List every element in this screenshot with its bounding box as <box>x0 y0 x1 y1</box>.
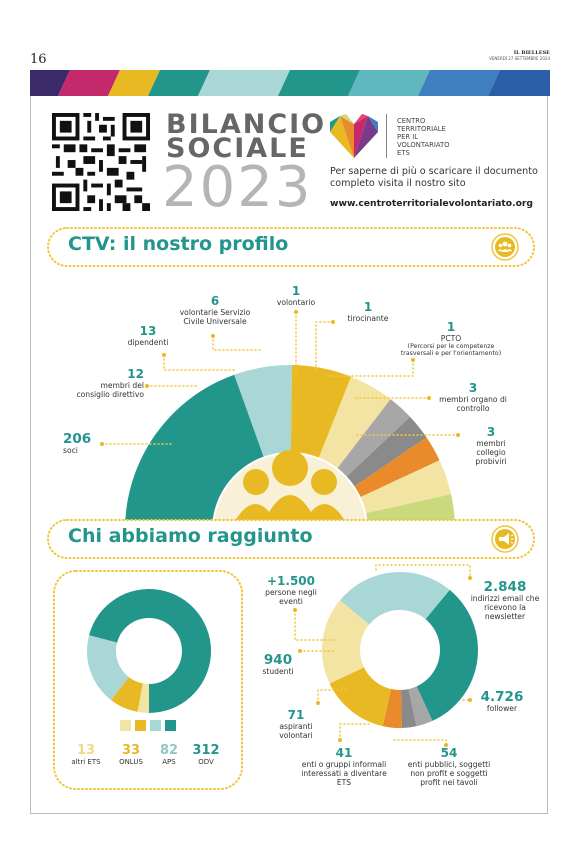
publication-date: VENERDÌ 27 SETTEMBRE 2024 <box>489 56 550 61</box>
page-number: 16 <box>30 52 47 67</box>
legend-aps: 82 APS <box>159 743 179 766</box>
profile-section-title: CTV: il nostro profilo <box>68 233 289 255</box>
stat-follower: 4.726 follower <box>480 689 524 713</box>
website-link[interactable]: www.centroterritorialevolontariato.org <box>330 198 534 209</box>
stat-consiglio: 12 membri del consiglio direttivo <box>76 367 144 399</box>
legend-odv: 312 ODV <box>192 743 220 766</box>
stat-aspiranti: 71 aspiranti volontari <box>279 708 313 740</box>
publication-name: IL BIELLESE <box>513 50 550 56</box>
title-line-2: SOCIALE <box>166 133 309 164</box>
title-line-1: BILANCIO <box>166 109 327 140</box>
stat-newsletter: 2.848 indirizzi email che ricevono la newsletter <box>470 579 540 621</box>
stat-enti-pubblici: 54 enti pubblici, soggetti non profit e soggetti profit nei tavoli <box>407 746 491 787</box>
stat-servizio-civile: 6 volontarie Servizio Civile Universale <box>179 294 251 326</box>
stat-organo-controllo: 3 membri organo di controllo <box>439 381 507 413</box>
stat-dipendenti: 13 dipendenti <box>127 324 169 347</box>
reach-section-title: Chi abbiamo raggiunto <box>68 525 313 547</box>
stat-eventi: +1.500 persone negli eventi <box>265 574 317 606</box>
stat-soci: 206 soci <box>63 431 92 455</box>
stat-probiviri: 3 membri collegio probiviri <box>475 425 507 466</box>
stat-volontario: 1 volontario <box>276 284 316 307</box>
stat-studenti: 940 studenti <box>262 652 294 676</box>
title-year: 2023 <box>162 155 313 220</box>
stat-pcto: 1 PCTO (Percorsi per le competenze trasversali e per l'orientamento) <box>400 320 502 358</box>
legend-altri-ets: 13 altri ETS <box>71 743 101 766</box>
info-text: Per saperne di più o scaricare il documento completo visita il nostro sito <box>330 166 538 189</box>
stat-tirocinante: 1 tirocinante <box>347 300 389 323</box>
legend-onlus: 33 ONLUS <box>119 743 143 766</box>
stat-enti-informali: 41 enti o gruppi informali interessati a diventare ETS <box>301 746 387 787</box>
org-name: CENTRO TERRITORIALE PER IL VOLONTARIATO ETS <box>397 117 450 157</box>
